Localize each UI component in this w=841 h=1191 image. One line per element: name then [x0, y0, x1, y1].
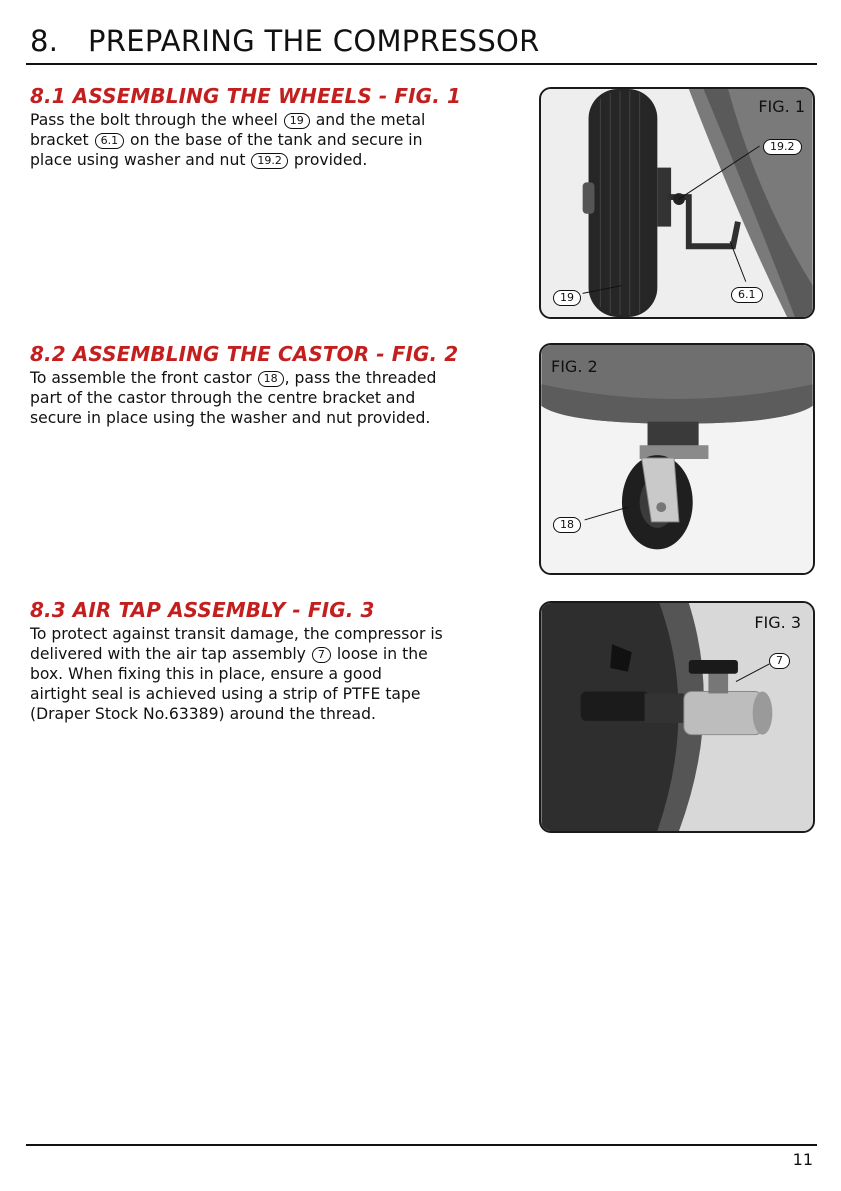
figure-1-wheel: [539, 87, 815, 319]
air-tap-photo: [541, 603, 813, 831]
figure-2-castor: [539, 343, 815, 575]
text-line: To assemble the front castor 18 , pass the threaded: [30, 369, 437, 387]
text-line: secure in place using the washer and nut provided.: [30, 409, 431, 427]
figure-label: FIG. 3: [754, 613, 801, 632]
figure-label: FIG. 2: [551, 357, 598, 376]
title-divider: [26, 63, 817, 65]
section-heading: 8.1 ASSEMBLING THE WHEELS - FIG. 1: [30, 84, 461, 108]
section-body: [30, 110, 500, 170]
footer-divider: [26, 1144, 817, 1146]
section-number: 8.: [30, 24, 59, 58]
castor-photo: [541, 345, 813, 573]
page-number: 11: [792, 1150, 813, 1169]
section-wheels: [30, 84, 500, 170]
text-line: To protect against transit damage, the compressor is: [30, 625, 443, 643]
part-reference-badge: 19.2: [251, 153, 288, 169]
page-title-text: PREPARING THE COMPRESSOR: [88, 24, 540, 58]
section-heading: 8.2 ASSEMBLING THE CASTOR - FIG. 2: [30, 342, 459, 366]
text-line: delivered with the air tap assembly 7 loose in the: [30, 645, 428, 663]
section-air-tap: [30, 598, 500, 724]
section-body: [30, 368, 500, 428]
text-line: part of the castor through the centre bracket and: [30, 389, 416, 407]
callout-7: 7: [769, 653, 790, 669]
text-line: Pass the bolt through the wheel 19 and the metal: [30, 111, 426, 129]
part-reference-badge: 19: [284, 113, 310, 129]
part-reference-badge: 7: [312, 647, 331, 663]
figure-label: FIG. 1: [758, 97, 805, 116]
section-heading: 8.3 AIR TAP ASSEMBLY - FIG. 3: [30, 598, 375, 622]
callout-19-2: 19.2: [763, 139, 802, 155]
page-title: [30, 24, 540, 58]
text-line: box. When fixing this in place, ensure a good: [30, 665, 382, 683]
figure-3-air-tap: [539, 601, 815, 833]
part-reference-badge: 6.1: [95, 133, 125, 149]
part-reference-badge: 18: [258, 371, 284, 387]
text-line: (Draper Stock No.63389) around the thread.: [30, 705, 376, 723]
callout-18: 18: [553, 517, 581, 533]
callout-6-1: 6.1: [731, 287, 763, 303]
section-body: [30, 624, 500, 724]
text-line: place using washer and nut 19.2 provided.: [30, 151, 368, 169]
section-castor: [30, 342, 500, 428]
text-line: bracket 6.1 on the base of the tank and secure in: [30, 131, 423, 149]
wheel-photo: [541, 89, 813, 317]
callout-19: 19: [553, 290, 581, 306]
text-line: airtight seal is achieved using a strip of PTFE tape: [30, 685, 421, 703]
